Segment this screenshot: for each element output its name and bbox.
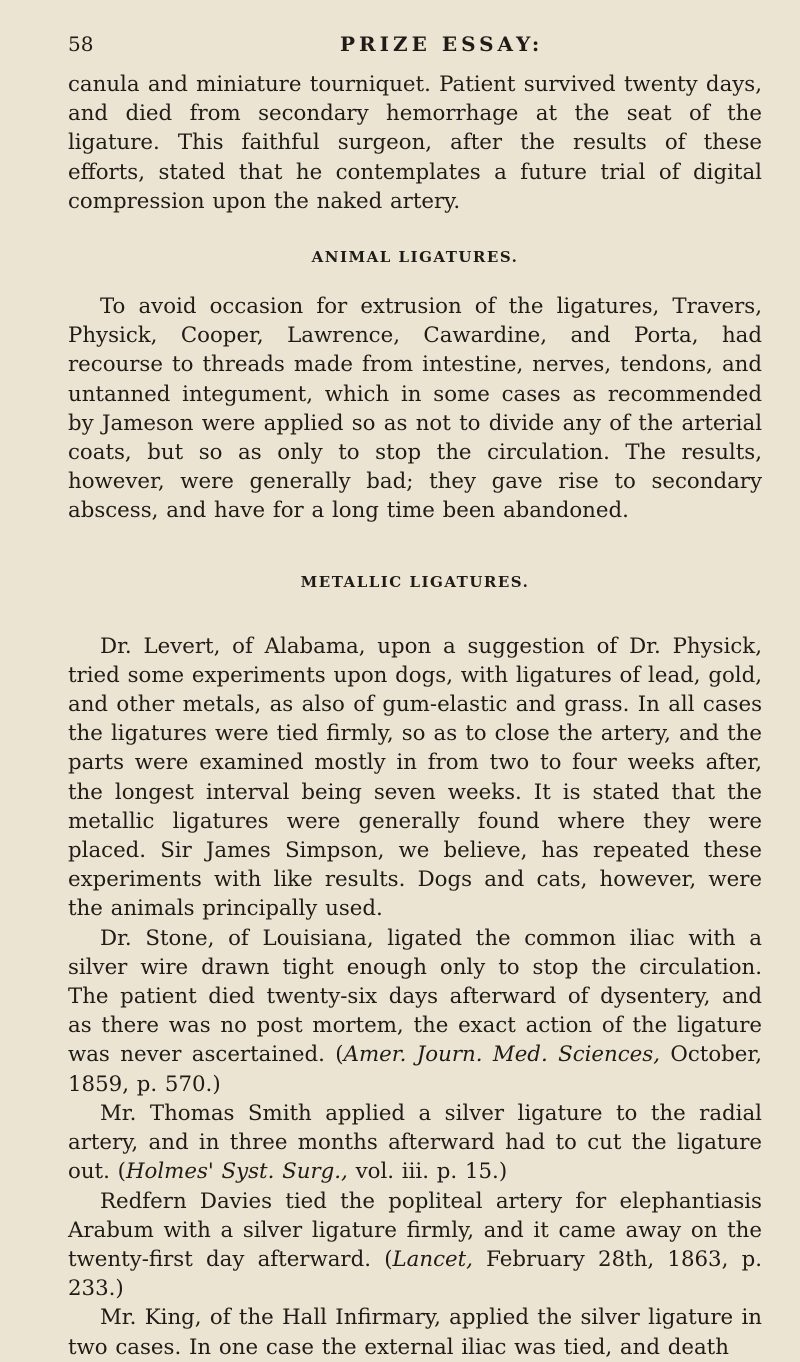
paragraph-smith	[68, 1099, 762, 1187]
paragraph-smith-text: Mr. Thomas Smith applied a silver ligature to the radial artery, and in three months afterward had to cut the ligature out. (	[68, 1100, 762, 1185]
paragraph-davies-end: February 28th, 1863, p. 233.)	[68, 1246, 762, 1302]
section-heading-animal-ligatures: ANIMAL LIGATURES.	[311, 248, 519, 267]
paragraph-davies	[68, 1187, 762, 1304]
paragraph-stone-end: October, 1859, p. 570.)	[68, 1042, 762, 1097]
intro-paragraph: canula and miniature tourniquet. Patient survived twenty days, and died from secondary hemorrhage at the seat of the ligature. This faithful surgeon, after the results of these efforts, stated that he contemplates a future trial of digital compression upon the naked artery.	[68, 72, 762, 214]
paragraph-davies-text: Redfern Davies tied the popliteal artery for elephantiasis Arabum with a silver ligature firmly, and it came away on the twenty-first day afterward. (	[68, 1188, 762, 1272]
paragraph-smith-end: vol. iii. p. 15.)	[347, 1159, 508, 1185]
paragraph-king: Mr. King, of the Hall Infirmary, applied the silver ligature in two cases. In one case the external iliac was tied, and death	[68, 1305, 762, 1360]
animal-ligatures-paragraph: To avoid occasion for extrusion of the ligatures, Travers, Physick, Cooper, Lawrence, Cawardine, and Porta, had recourse to threads made from intestine, nerves, tendons, and untanned integument, which in some cases as recommended by Jameson were applied so as not to divide any of the arterial coats, but so as only to stop the circulation. The results, however, were generally bad; they gave rise to secondary abscess, and have for a long time been abandoned.	[68, 294, 762, 524]
running-title: PRIZE ESSAY:	[340, 32, 544, 56]
running-head	[68, 28, 762, 60]
paragraph-stone	[68, 924, 762, 1099]
paragraph-stone-text: Dr. Stone, of Louisiana, ligated the common iliac with a silver wire drawn tight enough only to stop the circulation. The patient died twenty-six days afterward of dysentery, and as there was no post mortem, the exact action of the ligature was never ascertained. (	[68, 925, 762, 1068]
citation-holmes: Holmes' Syst. Surg.,	[125, 1159, 348, 1185]
paragraph-levert: Dr. Levert, of Alabama, upon a suggestion of Dr. Physick, tried some experiments upon dogs, with ligatures of lead, gold, and other metals, as also of gum-elastic and grass. In all cases the ligatures were tied firmly, so as to close the artery, and the parts were examined mostly in from two to four weeks after, the longest interval being seven weeks. It is stated that the metallic ligatures were generally found where they were placed. Sir James Simpson, we believe, has repeated these experiments with like results. Dogs and cats, however, were the animals principally used.	[68, 633, 762, 922]
section-heading-metallic-ligatures: METALLIC LIGATURES.	[300, 572, 530, 591]
citation-amer-journ: Amer. Journ. Med. Sciences,	[343, 1042, 660, 1068]
citation-lancet: Lancet,	[392, 1246, 473, 1272]
page-number: 58	[68, 32, 94, 56]
